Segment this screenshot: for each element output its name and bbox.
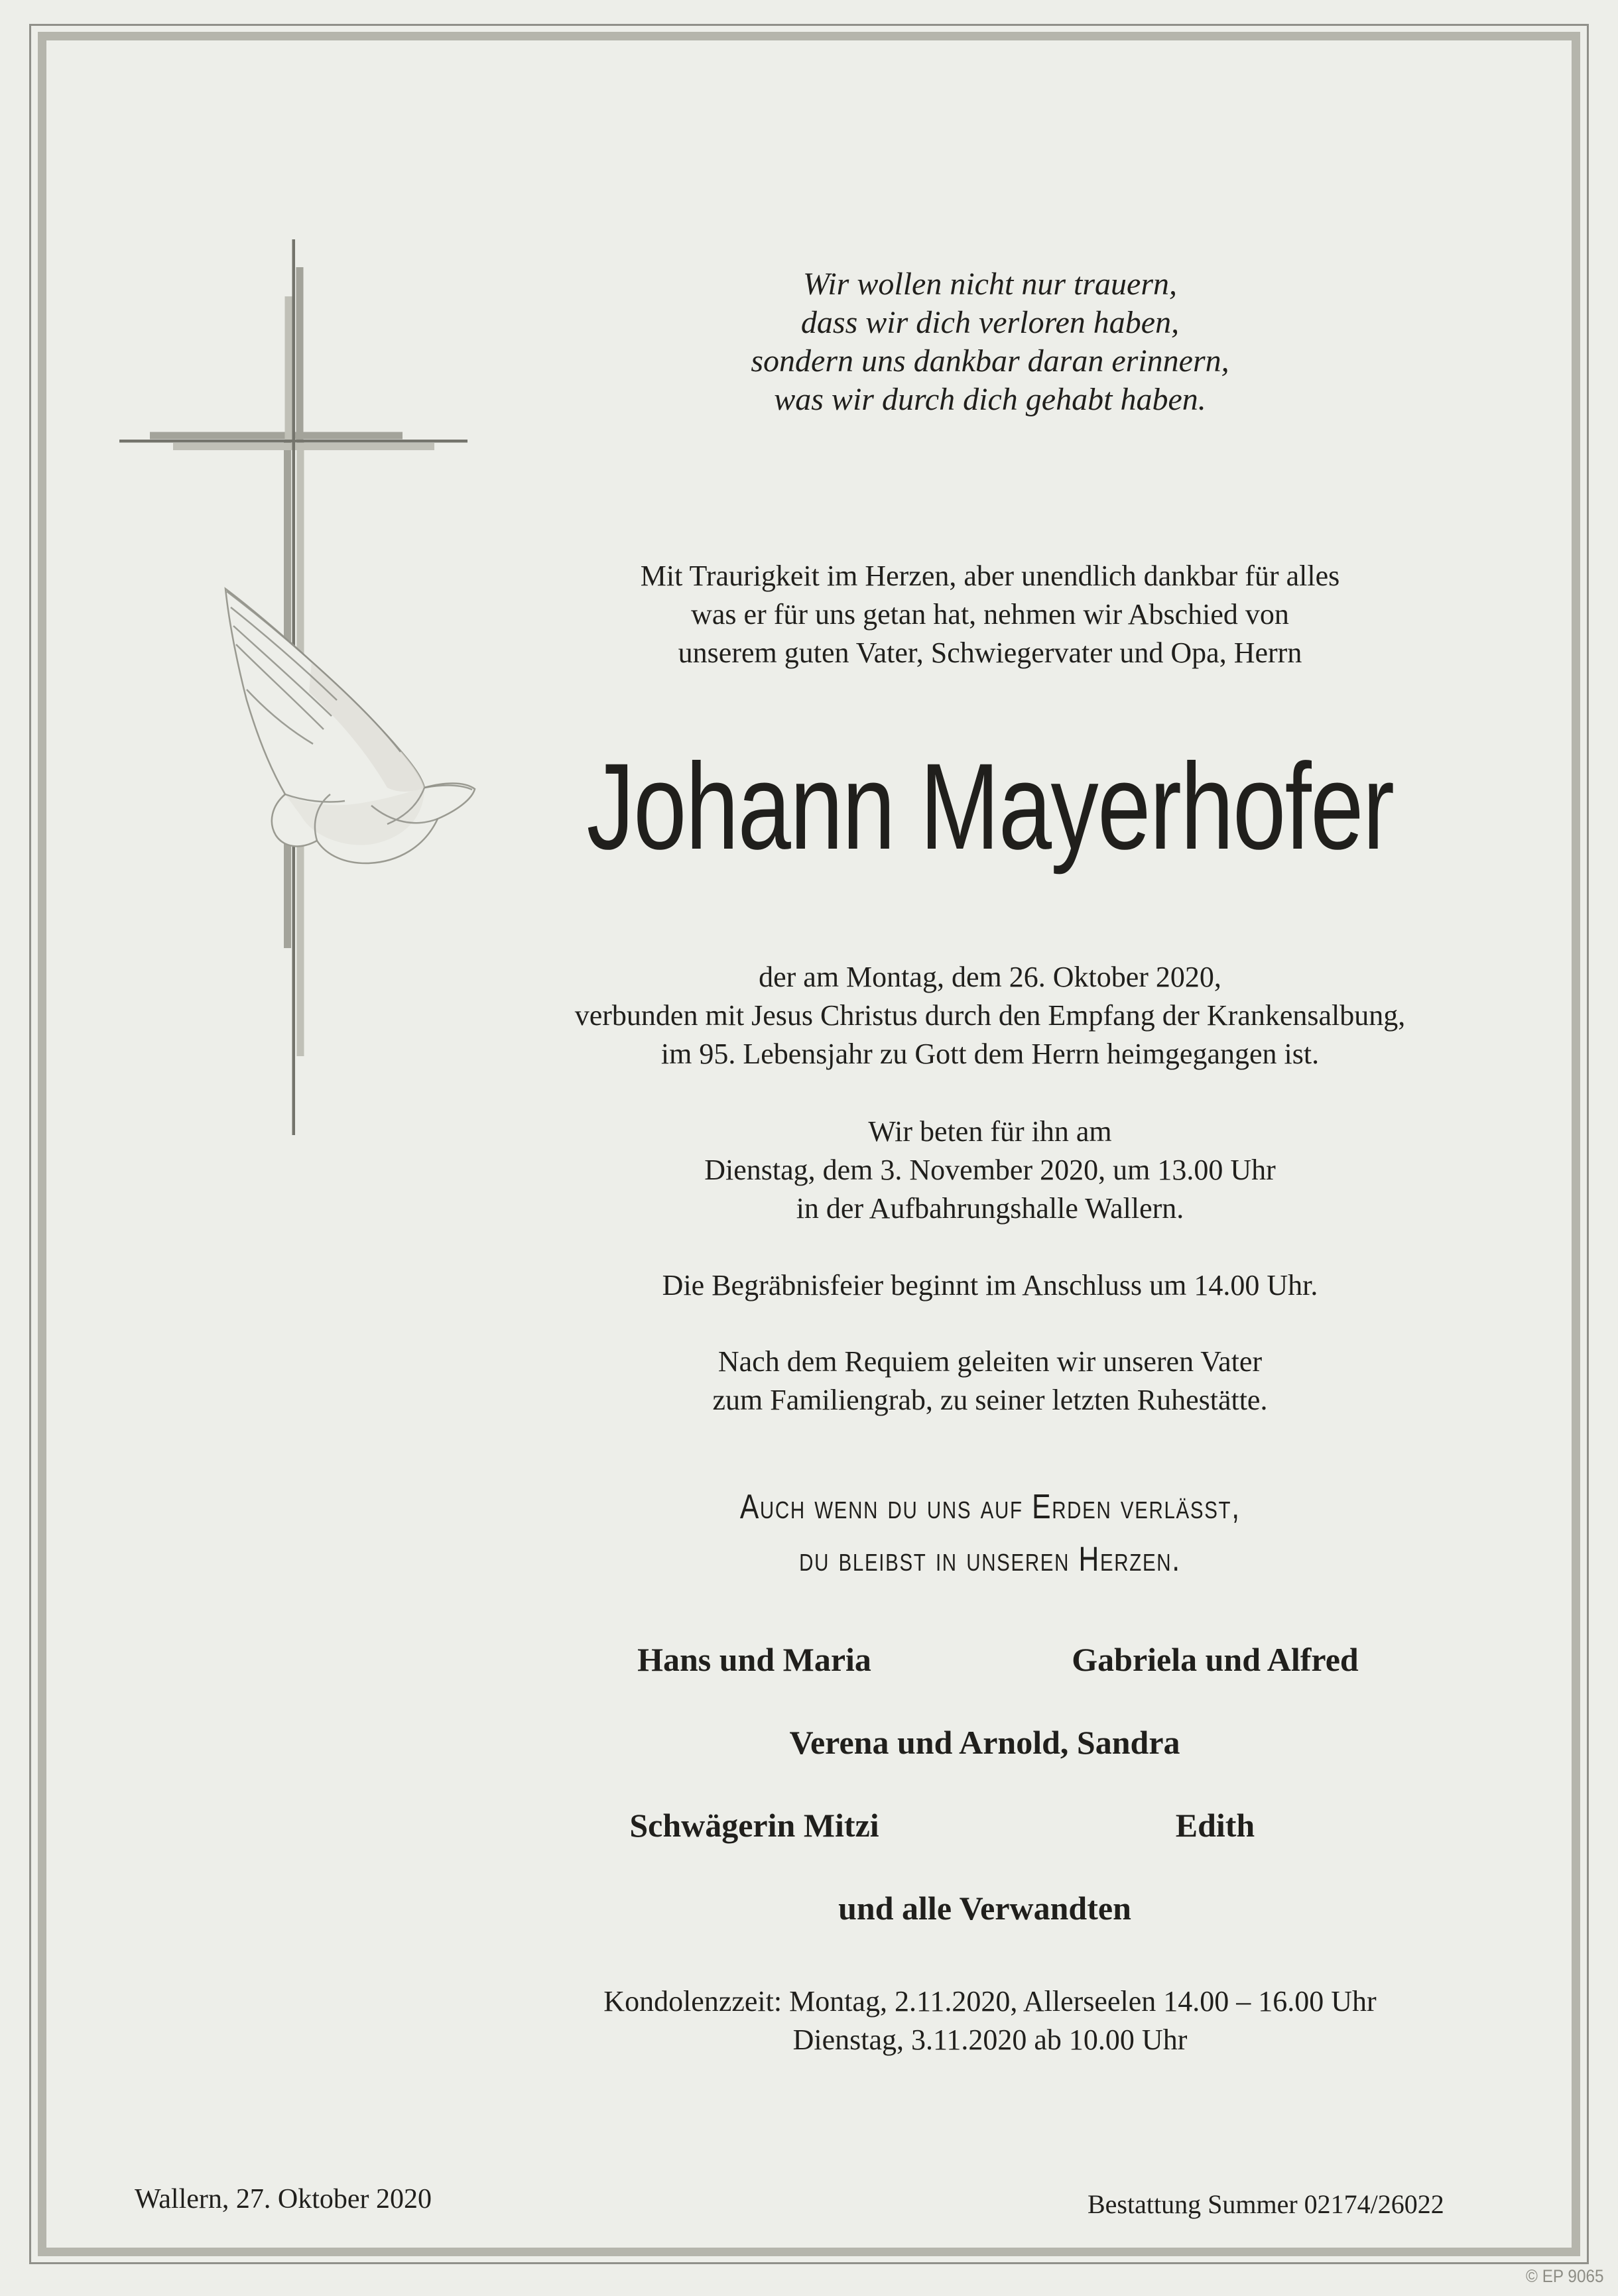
mourner-name: Edith [1175,1807,1255,1844]
mourner-name: Gabriela und Alfred [1072,1641,1359,1678]
intro-paragraph [363,557,1617,672]
death-details-line: der am Montag, dem 26. Oktober 2020, [759,961,1221,993]
mourners-row-2 [524,1722,1446,1762]
condolence-line: Dienstag, 3.11.2020 ab 10.00 Uhr [792,2024,1188,2056]
condolence-times [363,1982,1617,2059]
closing-verse-line: Auch wenn du uns auf Erden verlässt, [739,1488,1241,1526]
mourners-row-4 [524,1888,1446,1928]
funeral-announcement [363,1266,1617,1305]
mourners-row-3 [524,1805,1446,1845]
prayer-service [363,1113,1617,1228]
requiem-paragraph [363,1343,1617,1420]
opening-verse [363,265,1617,419]
deceased-name [363,739,1617,875]
death-details [363,958,1617,1073]
place-and-date: Wallern, 27. Oktober 2020 [135,2184,432,2214]
closing-verse [363,1485,1617,1590]
funeral-home-credit: Bestattung Summer 02174/26022 [1088,2189,1444,2219]
mourner-name: und alle Verwandten [838,1890,1131,1927]
prayer-line: Dienstag, dem 3. November 2020, um 13.00 Uhr [704,1154,1276,1186]
opening-verse-line: dass wir dich verloren haben, [800,305,1180,340]
prayer-line: in der Aufbahrungshalle Wallern. [796,1192,1184,1225]
opening-verse-line: was wir durch dich gehabt haben. [774,382,1206,417]
opening-verse-line: Wir wollen nicht nur trauern, [803,267,1177,302]
mourner-name: Schwägerin Mitzi [629,1807,879,1844]
mourner-name: Verena und Arnold, Sandra [789,1724,1180,1761]
mourner-name: Hans und Maria [637,1641,871,1678]
funeral-line: Die Begräbnisfeier beginnt im Anschluss um 14.00 Uhr. [662,1269,1318,1301]
death-details-line: im 95. Lebensjahr zu Gott dem Herrn heimgegangen ist. [660,1038,1320,1070]
requiem-line: zum Familiengrab, zu seiner letzten Ruhestätte. [712,1384,1268,1416]
closing-verse-line: du bleibst in unseren Herzen. [799,1540,1181,1579]
mourners-row-1 [524,1640,1446,1679]
print-code: © EP 9065 [1525,2266,1603,2286]
requiem-line: Nach dem Requiem geleiten wir unseren Vater [717,1345,1263,1378]
intro-line: was er für uns getan hat, nehmen wir Abschied von [691,598,1289,631]
intro-line: unserem guten Vater, Schwiegervater und Opa, Herrn [678,636,1302,669]
death-details-line: verbunden mit Jesus Christus durch den Empfang der Krankensalbung, [574,999,1406,1032]
deceased-name-text: Johann Mayerhofer [586,739,1394,875]
opening-verse-line: sondern uns dankbar daran erinnern, [751,343,1229,379]
prayer-line: Wir beten für ihn am [868,1115,1112,1148]
condolence-line: Kondolenzzeit: Montag, 2.11.2020, Allerseelen 14.00 – 16.00 Uhr [603,1985,1377,2018]
intro-line: Mit Traurigkeit im Herzen, aber unendlich dankbar für alles [640,560,1340,592]
